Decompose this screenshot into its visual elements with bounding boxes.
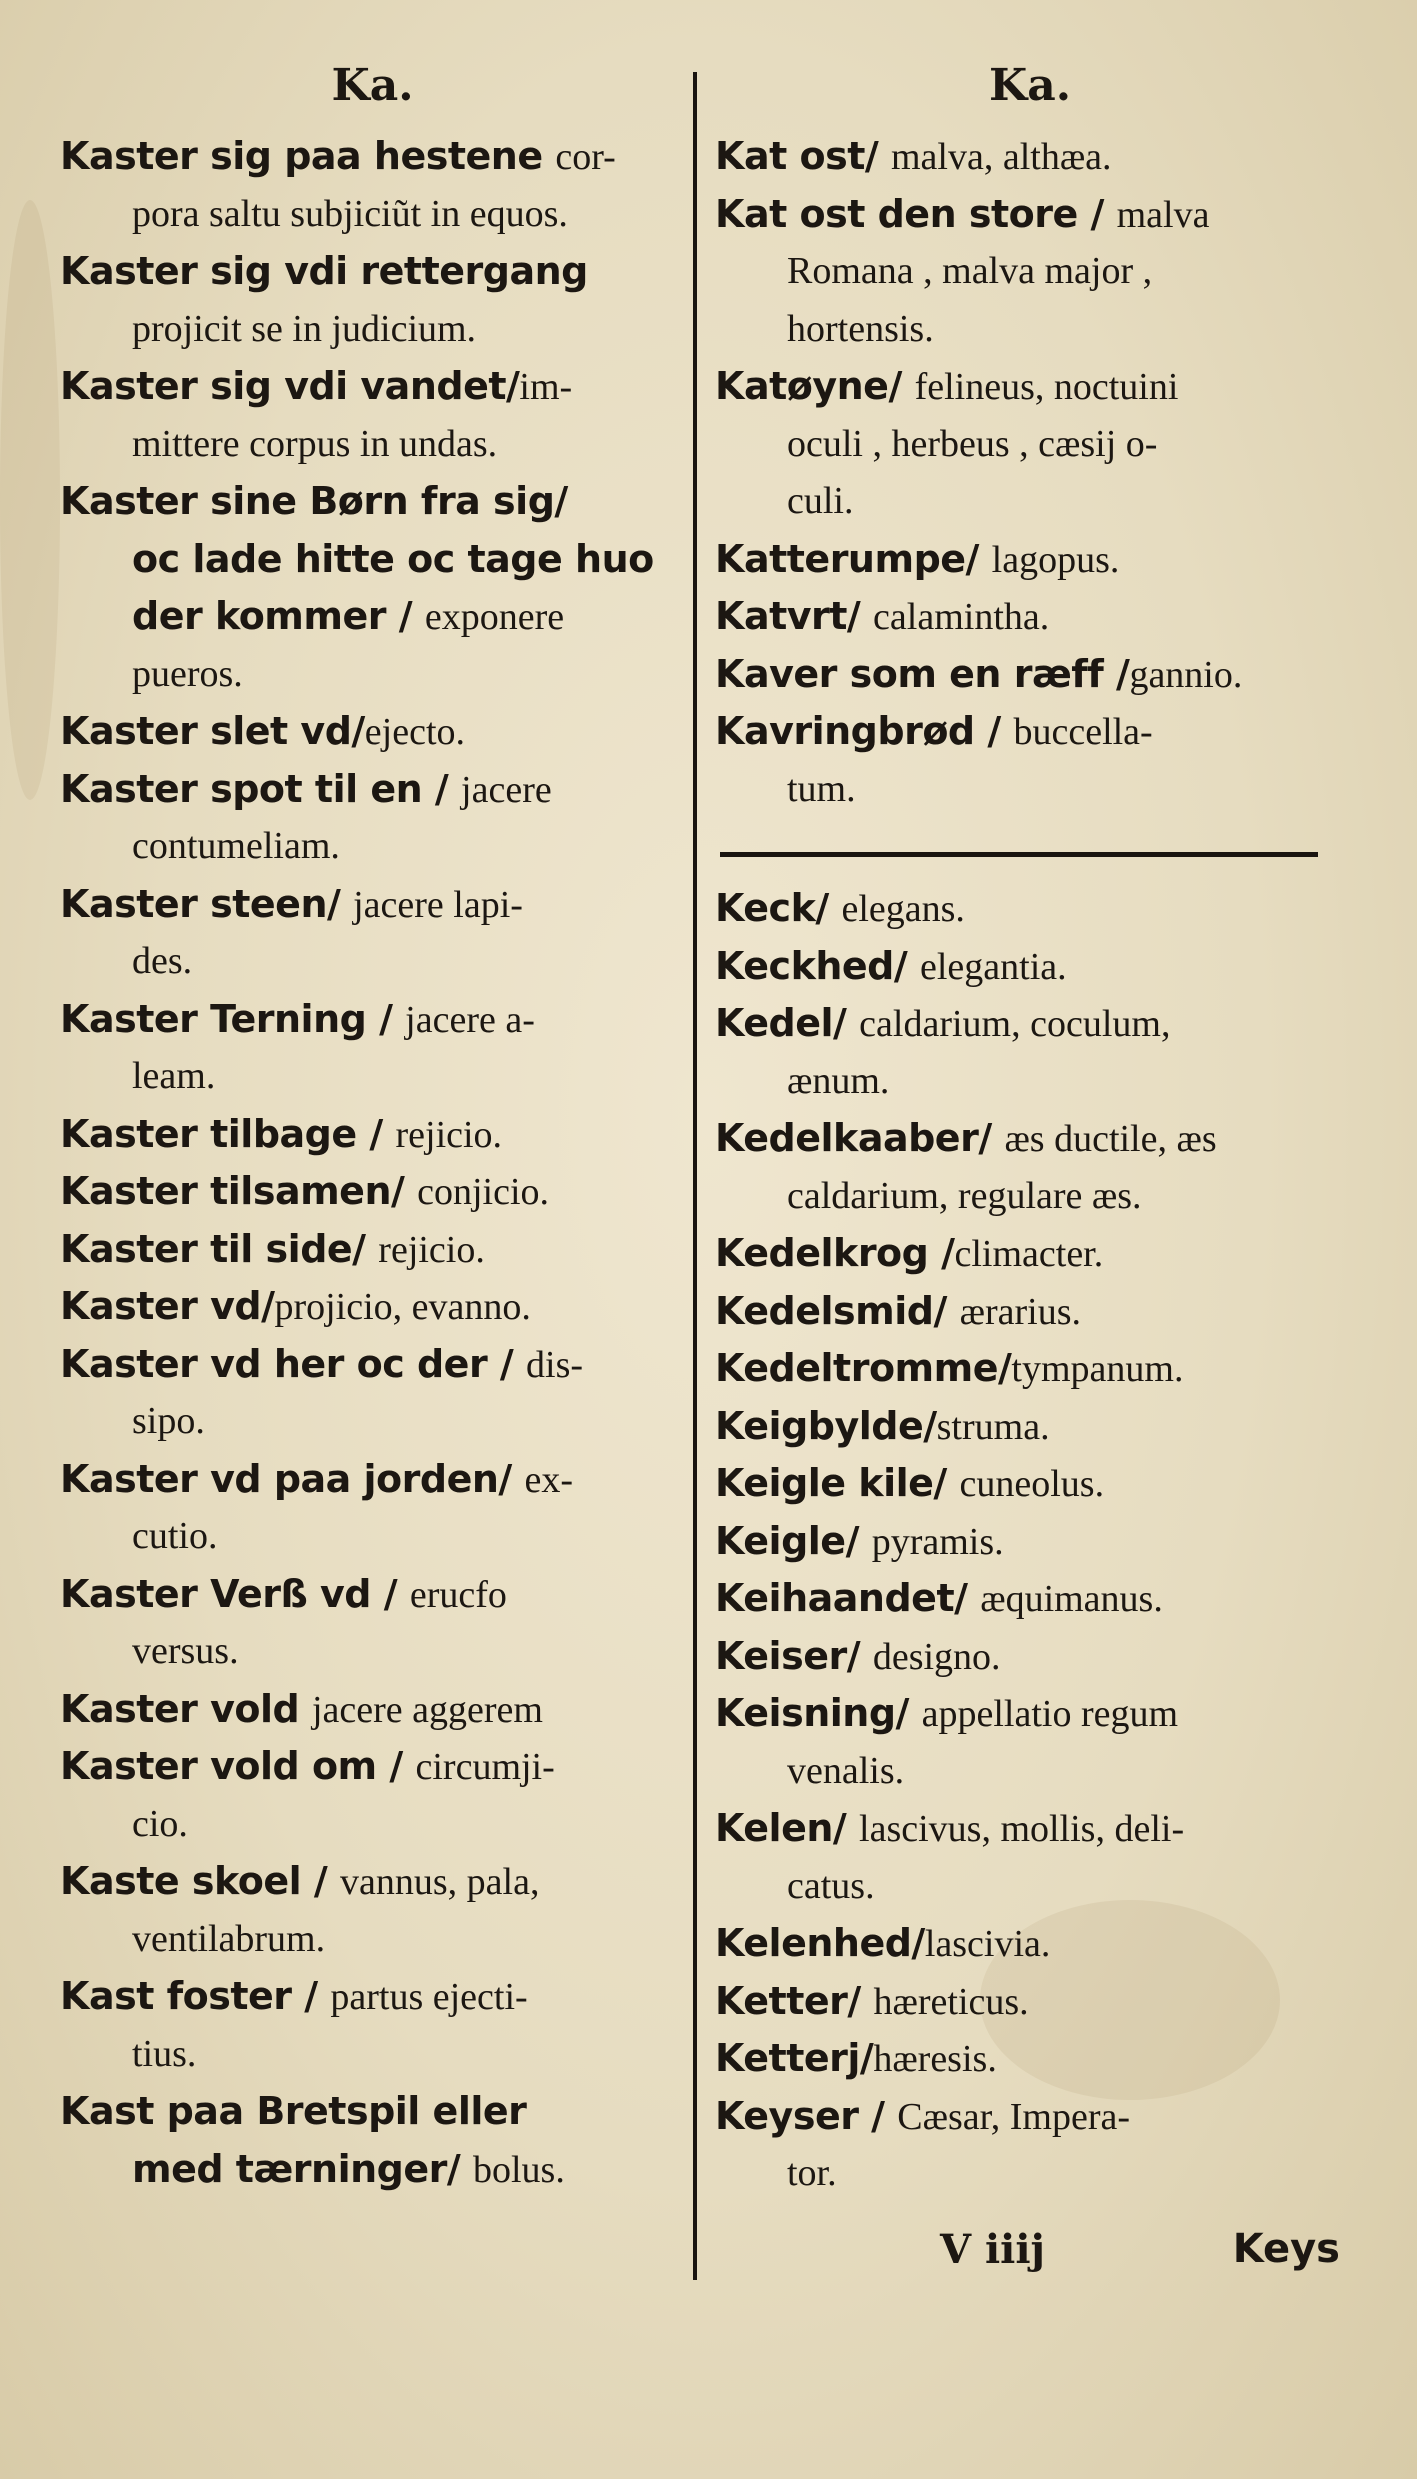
right-entry-list-bottom [715,880,1345,2203]
headword: Keihaandet/ [715,1576,981,1620]
entry-line [60,1336,685,1394]
latin-gloss: caldarium, coculum, [859,1003,1171,1045]
dictionary-entry [60,1738,685,1853]
dictionary-entry [60,703,685,761]
latin-gloss: malva, althæa. [890,136,1112,178]
dictionary-entry [715,995,1345,1110]
entry-line [715,1973,1345,2031]
latin-gloss: vannus, pala, [340,1861,540,1903]
latin-gloss: caldarium, regulare æs. [787,1174,1142,1217]
headword: Katterumpe/ [715,536,992,581]
dictionary-entry [60,1681,685,1739]
entry-line [60,1393,685,1451]
dictionary-entry [60,761,685,876]
latin-gloss: elegans. [841,888,965,930]
entry-line [715,416,1345,474]
latin-gloss: æquimanus. [980,1578,1163,1620]
latin-gloss: projicio, evanno. [274,1286,531,1328]
headword: Kaster tilbage / [60,1111,396,1156]
dictionary-entry [715,1570,1345,1628]
headword: Kaver som en ræff / [715,651,1130,696]
latin-gloss: cor- [555,136,616,178]
headword: Kaster vd/ [60,1284,275,1328]
entry-line [715,358,1345,416]
latin-gloss: hæreticus. [873,1980,1029,2023]
latin-gloss: pueros. [132,652,243,695]
entry-line [60,1508,685,1566]
latin-gloss: jacere [461,768,552,811]
headword: Kast foster / [60,1974,331,2018]
dictionary-entry [60,876,685,991]
latin-gloss: elegantia. [919,945,1067,988]
latin-gloss: Cæsar, Impera- [897,2095,1131,2138]
headword: Kedelsmid/ [715,1288,960,1333]
headword: Kast paa Bretspil eller [60,2089,527,2133]
entry-line [715,473,1345,531]
dictionary-entry [60,1221,685,1279]
entry-line [60,761,685,819]
headword: Kelenhed/ [715,1921,925,1965]
dictionary-entry [715,2030,1345,2088]
latin-gloss: hortensis. [787,307,934,350]
headword: Keisning/ [715,1691,922,1735]
entry-line [715,2145,1345,2203]
dictionary-entry [60,358,685,473]
headword: Keiser/ [715,1633,873,1678]
entry-line [60,1106,685,1164]
dictionary-entry [60,1968,685,2083]
latin-gloss: tius. [132,2032,197,2075]
latin-gloss: rejicio. [378,1228,485,1271]
entry-line [715,703,1345,761]
latin-gloss: ventilabrum. [132,1917,326,1960]
headword: Kavringbrød / [715,709,1014,753]
dictionary-entry [60,2083,685,2198]
entry-line [715,1053,1345,1111]
headword: Keigbylde/ [715,1403,937,1448]
entry-line [715,761,1345,819]
entry-line [60,1681,685,1739]
entry-line [60,991,685,1049]
entry-line [60,1738,685,1796]
dictionary-entry [715,646,1345,704]
entry-line [715,938,1345,996]
dictionary-entry [715,1225,1345,1283]
latin-gloss: tum. [787,767,856,810]
dictionary-entry [715,1685,1345,1800]
headword: Kaster tilsamen/ [60,1169,418,1213]
latin-gloss: bolus. [472,2148,565,2191]
column-divider-vertical [693,72,697,2280]
dictionary-entry [715,1513,1345,1571]
headword: Kaster steen/ [60,881,354,926]
dictionary-entry [60,1163,685,1221]
headword: Kat ost den store / [715,191,1117,236]
latin-gloss: jacere a- [405,998,535,1041]
headword: Kaster vold om / [60,1744,416,1788]
dictionary-entry [715,1800,1345,1915]
headword: Kaster sig vdi vandet/ [60,364,520,408]
latin-gloss: mittere corpus in undas. [132,422,498,465]
entry-line [60,1968,685,2026]
entry-line [60,1853,685,1911]
headword: Keigle/ [715,1518,872,1563]
latin-gloss: lagopus. [991,538,1120,581]
headword: Kaste skoel / [60,1859,340,1903]
dictionary-entry [60,991,685,1106]
headword: Kaster slet vd/ [60,709,365,753]
right-column-lower [715,880,1345,2203]
entry-line [715,1570,1345,1628]
entry-line [60,646,685,704]
latin-gloss: ænum. [787,1059,890,1102]
entry-line [715,1513,1345,1571]
headword: Kat ost/ [715,134,891,178]
dictionary-entry [715,588,1345,646]
latin-gloss: buccella- [1013,711,1153,753]
dictionary-entry [715,1283,1345,1341]
latin-gloss: hæresis. [873,2038,997,2080]
latin-gloss: des. [132,940,193,982]
dictionary-entry [715,1398,1345,1456]
entry-line [60,128,685,186]
headword: oc lade hitte oc tage huo [132,536,654,581]
latin-gloss: venalis. [787,1749,905,1792]
paper-stain [0,200,60,800]
entry-line [715,531,1345,589]
latin-gloss: leam. [132,1055,216,1097]
headword: Kaster vd her oc der / [60,1341,527,1386]
entry-line [715,1685,1345,1743]
dictionary-entry [60,243,685,358]
latin-gloss: exponere [424,596,565,638]
headword: Keyser / [715,2093,898,2138]
headword: Kelen/ [715,1806,860,1850]
entry-line [60,1163,685,1221]
headword: der kommer / [132,594,425,638]
headword: Katøyne/ [715,364,915,408]
entry-line [715,301,1345,359]
headword: Kaster Terning / [60,996,406,1041]
latin-gloss: cutio. [132,1515,218,1557]
latin-gloss: circumji- [415,1746,555,1788]
dictionary-entry [60,1451,685,1566]
entry-line [715,1340,1345,1398]
dictionary-entry [715,880,1345,938]
latin-gloss: ejecto. [364,711,465,753]
latin-gloss: rejicio. [395,1113,503,1156]
right-column-header: Ka. [988,60,1072,111]
dictionary-entry [715,938,1345,996]
entry-line [715,1800,1345,1858]
latin-gloss: jacere lapi- [353,883,523,926]
latin-gloss: ærarius. [959,1290,1081,1333]
dictionary-entry [715,1455,1345,1513]
entry-line [60,1221,685,1279]
entry-line [715,2088,1345,2146]
entry-line [715,588,1345,646]
entry-line [60,1048,685,1106]
latin-gloss: Romana , malva major , [787,250,1153,292]
headword: Keigle kile/ [715,1461,960,1505]
dictionary-entry [60,128,685,243]
entry-line [715,1915,1345,1973]
headword: Kedelkrog / [715,1231,955,1275]
headword: Keckhed/ [715,943,920,988]
signature-mark: V iiij [940,2226,1046,2273]
dictionary-entry [60,1278,685,1336]
latin-gloss: pora saltu subjiciũt in equos. [132,192,568,235]
dictionary-entry [715,2088,1345,2203]
entry-line [60,933,685,991]
headword: Kaster sine Børn fra sig/ [60,479,568,523]
entry-line [715,995,1345,1053]
latin-gloss: versus. [132,1630,239,1672]
dictionary-entry [715,1973,1345,2031]
entry-line [715,1398,1345,1456]
entry-line [60,2141,685,2199]
latin-gloss: gannio. [1129,653,1243,696]
latin-gloss: climacter. [954,1233,1104,1275]
latin-gloss: erucfo [409,1573,507,1616]
headword: Kaster spot til en / [60,766,462,811]
entry-line [60,416,685,474]
headword: Kaster til side/ [60,1226,379,1271]
entry-line [715,1858,1345,1916]
headword: Kaster Verß vd / [60,1571,410,1616]
headword: Kedeltromme/ [715,1346,1012,1390]
dictionary-entry [715,1628,1345,1686]
entry-line [715,243,1345,301]
entry-line [60,818,685,876]
entry-line [60,1623,685,1681]
latin-gloss: tympanum. [1011,1348,1184,1390]
dictionary-entry [715,128,1345,186]
dictionary-entry [715,1110,1345,1225]
latin-gloss: malva [1116,193,1210,236]
entry-line [60,1566,685,1624]
latin-gloss: cuneolus. [959,1463,1105,1505]
dictionary-entry [715,703,1345,818]
dictionary-entry [60,1566,685,1681]
headword: Kaster vd paa jorden/ [60,1456,525,1501]
latin-gloss: partus ejecti- [330,1976,528,2018]
entry-line [60,358,685,416]
latin-gloss: appellatio regum [921,1693,1179,1735]
headword: Ketter/ [715,1978,874,2023]
entry-line [60,1278,685,1336]
headword: Keck/ [715,886,842,930]
dictionary-entry [715,531,1345,589]
headword: Kaster sig paa hestene [60,134,556,178]
latin-gloss: cio. [132,1802,188,1845]
latin-gloss: projicit se in judicium. [132,307,477,350]
dictionary-entry [60,1106,685,1164]
page-footer [940,2226,1340,2286]
headword: Kaster sig vdi rettergang [60,249,588,293]
entry-line [715,128,1345,186]
entry-line [715,1743,1345,1801]
latin-gloss: sipo. [132,1400,205,1442]
entry-line [60,301,685,359]
entry-line [60,1451,685,1509]
dictionary-entry [60,1853,685,1968]
latin-gloss: conjicio. [417,1171,550,1213]
entry-line [715,186,1345,244]
dictionary-entry [60,1336,685,1451]
latin-gloss: æs ductile, æs [1004,1118,1217,1160]
latin-gloss: oculi , herbeus , cæsij o- [787,422,1158,465]
entry-line [715,880,1345,938]
entry-line [60,703,685,761]
entry-line [60,2083,685,2141]
latin-gloss: tor. [787,2152,837,2194]
left-column-header: Ka. [331,60,414,111]
dictionary-entry [60,473,685,703]
headword: Kaster vold [60,1686,312,1731]
latin-gloss: contumeliam. [132,825,340,867]
left-entry-list [60,128,685,2198]
entry-line [715,2030,1345,2088]
dictionary-entry [715,358,1345,531]
latin-gloss: lascivia. [924,1923,1051,1965]
entry-line [60,2026,685,2084]
headword: Kedel/ [715,1001,860,1045]
catchword: Keys [1232,2226,1340,2272]
entry-line [715,1168,1345,1226]
latin-gloss: dis- [526,1343,584,1386]
entry-line [60,588,685,646]
entry-line [715,1455,1345,1513]
right-column [715,60,1345,818]
entry-line [60,186,685,244]
headword: Ketterj/ [715,2036,874,2080]
latin-gloss: lascivus, mollis, deli- [859,1808,1185,1850]
latin-gloss: struma. [936,1405,1050,1448]
left-column [60,60,685,2198]
right-entry-list-top [715,128,1345,818]
latin-gloss: im- [519,366,573,408]
dictionary-entry [715,186,1345,359]
headword: Katvrt/ [715,594,874,638]
entry-line [715,646,1345,704]
entry-line [60,1911,685,1969]
latin-gloss: culi. [787,480,854,522]
latin-gloss: pyramis. [871,1520,1004,1563]
dictionary-entry [715,1915,1345,1973]
headword: Kedelkaaber/ [715,1116,1005,1160]
latin-gloss: felineus, noctuini [914,366,1179,408]
latin-gloss: catus. [787,1864,875,1907]
latin-gloss: ex- [524,1458,574,1501]
headword: med tærninger/ [132,2146,473,2191]
section-divider-horizontal [720,852,1318,857]
entry-line [715,1110,1345,1168]
entry-line [715,1225,1345,1283]
entry-line [60,243,685,301]
entry-line [60,473,685,531]
entry-line [715,1628,1345,1686]
latin-gloss: calamintha. [873,596,1050,638]
entry-line [715,1283,1345,1341]
dictionary-entry [715,1340,1345,1398]
latin-gloss: designo. [872,1635,1001,1678]
entry-line [60,531,685,589]
latin-gloss: jacere aggerem [311,1688,543,1731]
entry-line [60,876,685,934]
entry-line [60,1796,685,1854]
